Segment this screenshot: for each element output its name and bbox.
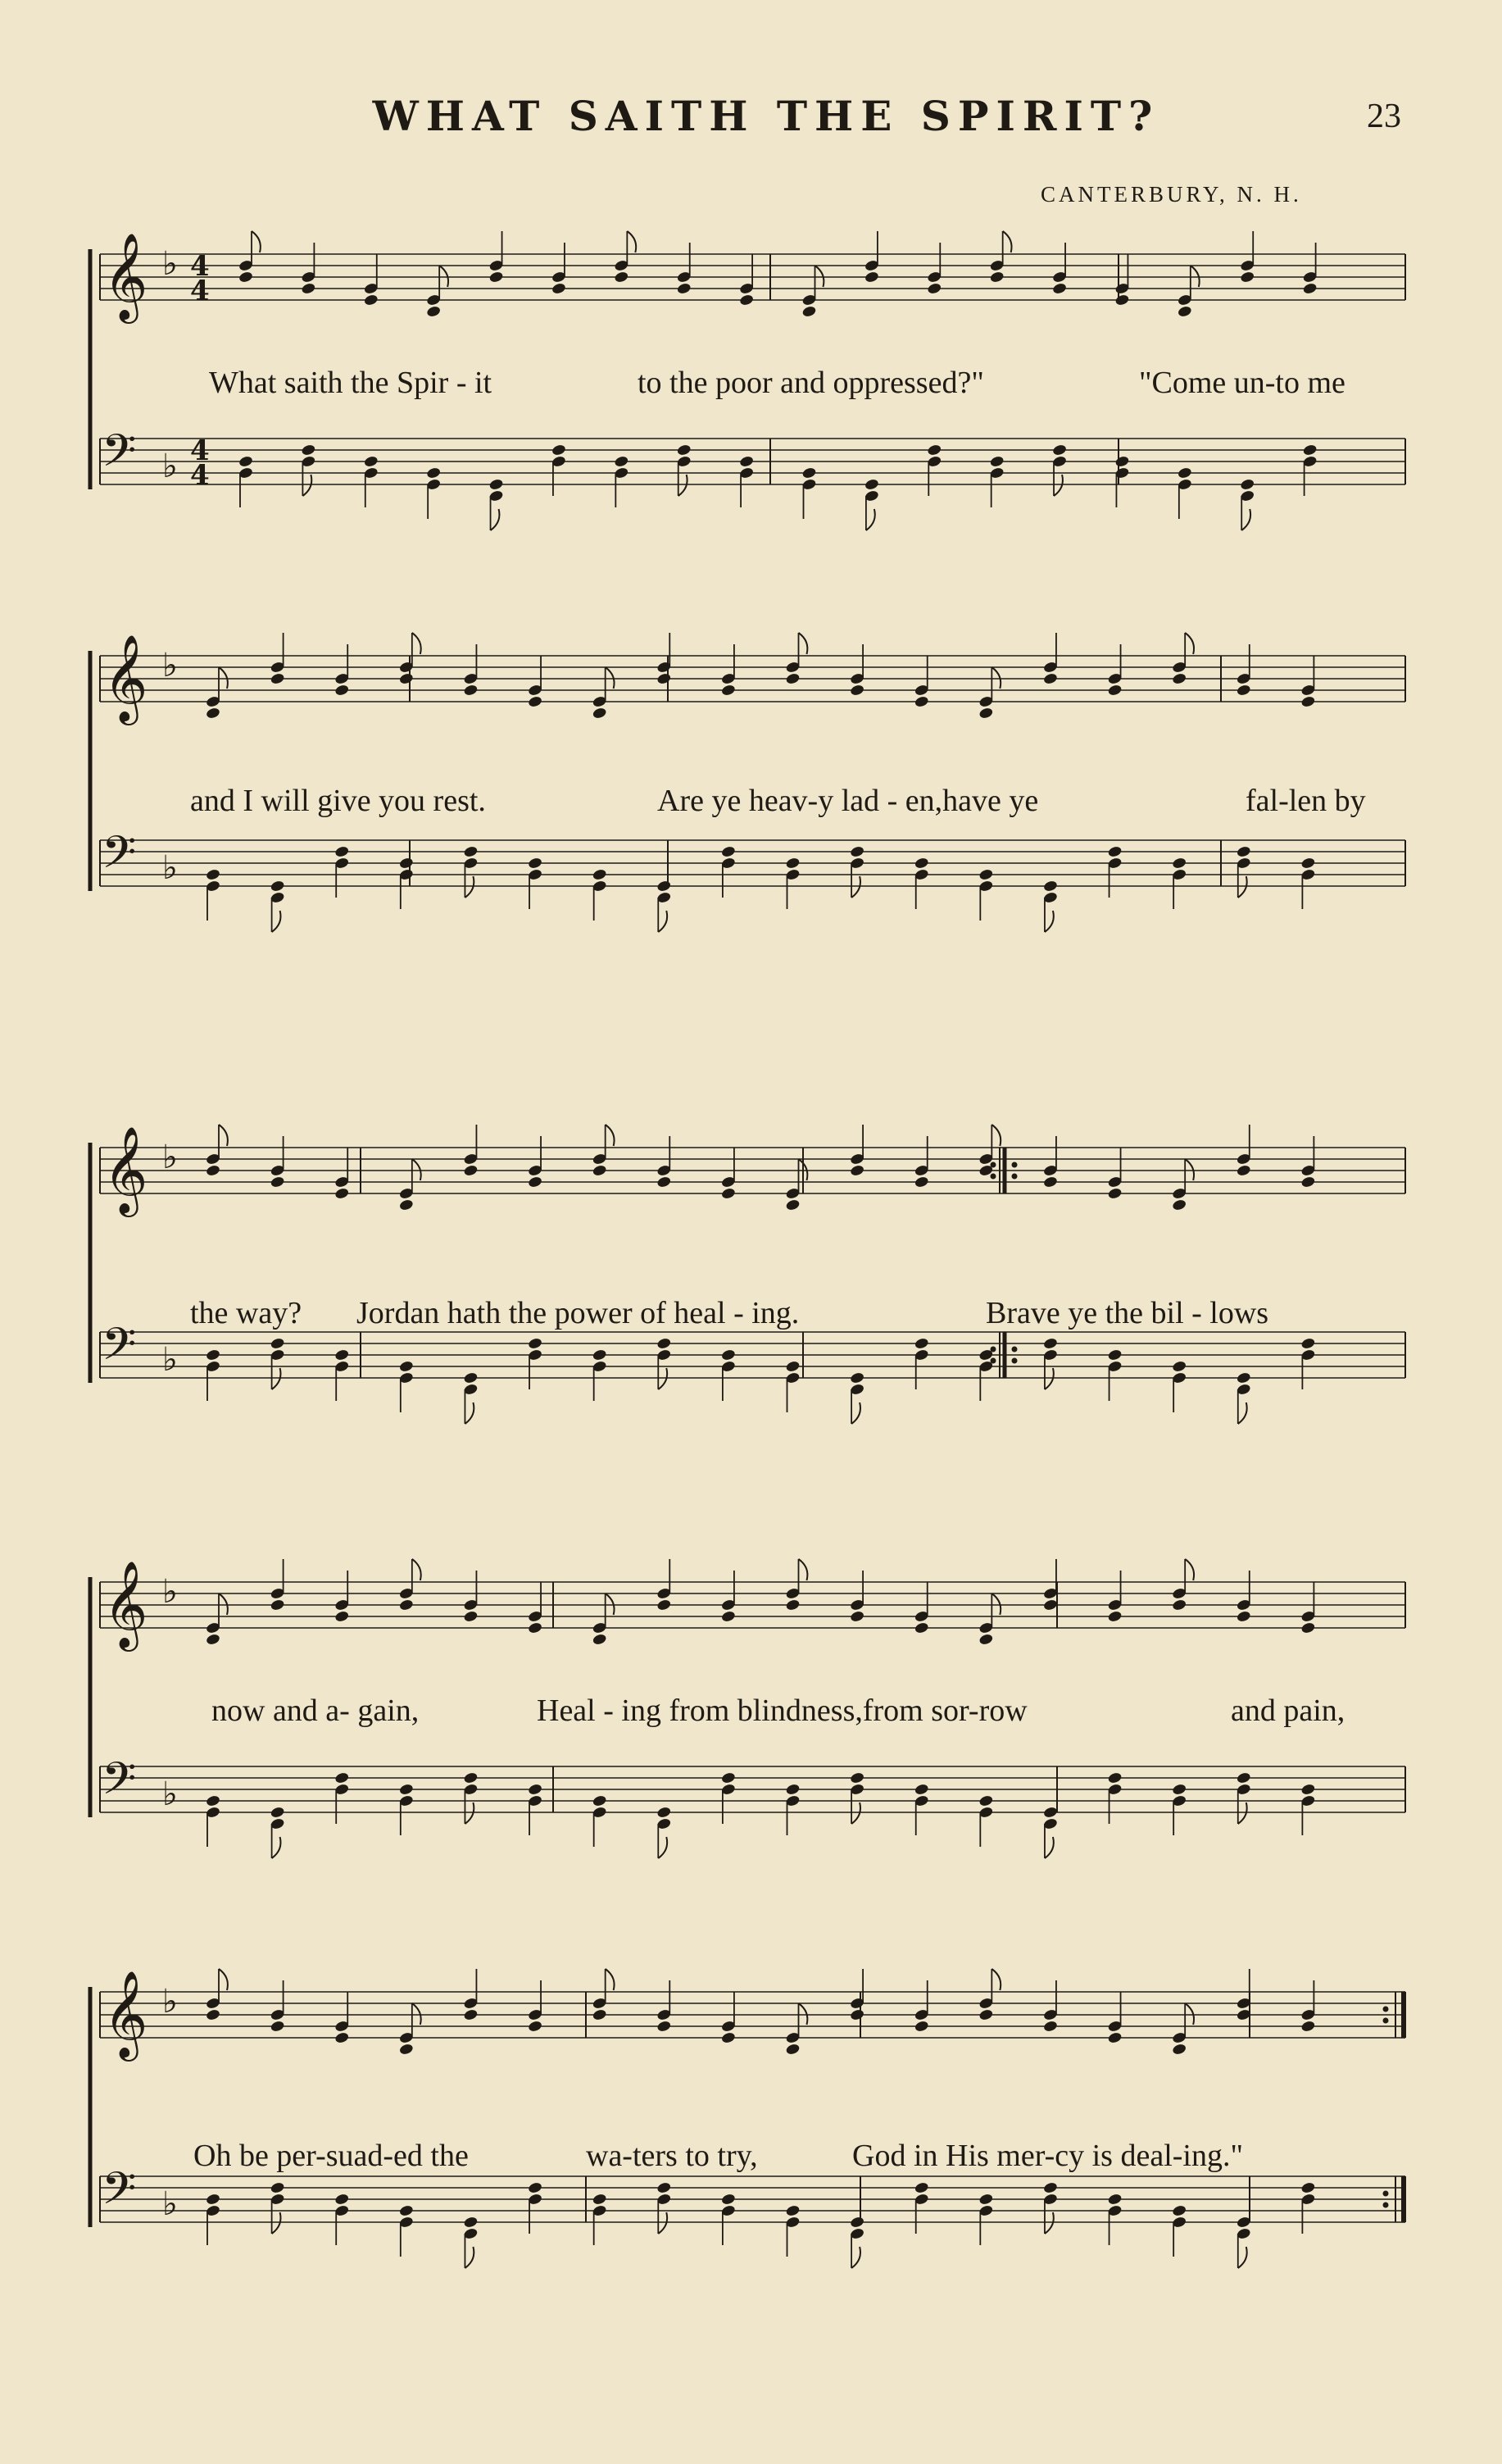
note-flag — [851, 2247, 860, 2268]
note-flag — [606, 1593, 615, 1615]
note-flag — [799, 2003, 808, 2025]
note-flag — [1003, 231, 1012, 252]
note-head — [463, 1610, 479, 1623]
note-head — [463, 2216, 479, 2229]
note-head — [1172, 1198, 1187, 1212]
note-flag — [1238, 876, 1247, 898]
note-flag — [219, 1593, 228, 1615]
note-head — [914, 1337, 929, 1350]
note-head — [656, 1175, 672, 1189]
note-flag — [219, 1125, 228, 1146]
repeat-dot — [991, 1347, 996, 1352]
note-head — [676, 282, 692, 295]
note-head — [398, 1783, 414, 1796]
note-head — [1300, 1175, 1316, 1189]
note-flag — [1185, 1559, 1194, 1580]
repeat-dot — [1383, 2203, 1389, 2208]
note-head — [656, 1806, 672, 1819]
note-head — [656, 2181, 672, 2194]
lyric-phrase: to the poor and oppressed?" — [638, 366, 984, 400]
bass-clef-icon: 𝄢 — [102, 826, 137, 889]
note-head — [656, 2020, 672, 2033]
note-head — [1052, 282, 1068, 295]
note-head — [1302, 443, 1318, 457]
note-head — [1172, 1783, 1187, 1796]
repeat-dot — [991, 1358, 996, 1364]
note-head — [850, 2216, 865, 2229]
repeat-dot — [1012, 1162, 1018, 1168]
note-head — [1300, 1783, 1316, 1796]
note-head — [528, 1621, 543, 1634]
note-head — [927, 443, 942, 457]
note-head — [1043, 1598, 1059, 1612]
treble-clef-icon: 𝄞 — [103, 634, 148, 721]
lyric-phrase: "Come un-to me — [1139, 366, 1345, 400]
flat-key-signature-icon: ♭ — [162, 2185, 178, 2223]
note-head — [914, 1783, 929, 1796]
note-head — [850, 1610, 865, 1623]
note-head — [592, 1794, 607, 1807]
note-head — [785, 2204, 801, 2217]
note-head — [463, 1164, 479, 1177]
note-flag — [606, 1125, 615, 1146]
flat-key-signature-icon: ♭ — [162, 1775, 178, 1813]
note-head — [850, 684, 865, 697]
note-flag — [439, 266, 448, 287]
note-flag — [1241, 509, 1250, 530]
note-head — [398, 1598, 414, 1612]
note-head — [206, 1794, 221, 1807]
note-head — [1043, 2181, 1059, 2194]
note-flag — [851, 876, 860, 898]
lyric-phrase: Jordan hath the power of heal - ing. — [356, 1296, 800, 1330]
note-head — [656, 672, 672, 685]
note-head — [1236, 845, 1251, 858]
note-flag — [1238, 1803, 1247, 1824]
staff-system-1 — [0, 230, 1502, 590]
note-flag — [1191, 266, 1200, 287]
note-head — [1172, 1598, 1187, 1612]
note-head — [1236, 1610, 1251, 1623]
note-head — [592, 868, 607, 881]
note-head — [720, 1348, 736, 1362]
note-head — [334, 1610, 350, 1623]
note-head — [785, 672, 801, 685]
note-head — [592, 1348, 607, 1362]
note-flag — [1185, 1159, 1194, 1180]
note-head — [334, 684, 350, 697]
note-head — [463, 845, 479, 858]
note-head — [720, 684, 736, 697]
note-head — [914, 857, 929, 870]
flat-key-signature-icon: ♭ — [162, 1341, 178, 1379]
note-flag — [465, 876, 474, 898]
note-head — [785, 2043, 801, 2056]
flat-key-signature-icon: ♭ — [162, 1139, 178, 1176]
note-head — [1236, 1371, 1251, 1384]
note-head — [398, 1360, 414, 1373]
note-head — [1302, 282, 1318, 295]
note-flag — [491, 509, 500, 530]
note-head — [270, 1598, 285, 1612]
note-head — [270, 2181, 285, 2194]
note-head — [978, 707, 994, 720]
note-head — [1172, 857, 1187, 870]
note-head — [978, 1794, 994, 1807]
note-flag — [412, 633, 421, 654]
note-head — [1177, 466, 1192, 480]
time-signature-top: 4 — [190, 250, 210, 283]
lyric-phrase: and pain, — [1231, 1693, 1345, 1728]
note-head — [914, 1621, 929, 1634]
note-head — [270, 1806, 285, 1819]
note-head — [463, 1371, 479, 1384]
note-head — [1300, 2181, 1316, 2194]
note-flag — [658, 1368, 667, 1389]
note-head — [463, 684, 479, 697]
note-head — [270, 1337, 285, 1350]
note-flag — [799, 1559, 808, 1580]
note-head — [720, 1771, 736, 1784]
note-head — [528, 1783, 543, 1796]
note-head — [785, 1360, 801, 1373]
note-head — [1177, 305, 1192, 318]
note-head — [398, 672, 414, 685]
note-head — [206, 707, 221, 720]
note-head — [720, 1610, 736, 1623]
note-flag — [1185, 2003, 1194, 2025]
note-head — [1107, 845, 1123, 858]
note-head — [614, 455, 629, 468]
note-head — [398, 857, 414, 870]
bass-clef-icon: 𝄢 — [102, 1318, 137, 1381]
note-flag — [992, 1969, 1001, 1990]
note-head — [850, 2008, 865, 2021]
note-flag — [1185, 633, 1194, 654]
note-head — [989, 455, 1005, 468]
note-flag — [219, 1969, 228, 1990]
note-flag — [851, 1803, 860, 1824]
note-head — [739, 293, 755, 307]
note-flag — [606, 667, 615, 689]
treble-clef-icon: 𝄞 — [103, 1970, 148, 2057]
note-head — [720, 1187, 736, 1200]
note-head — [720, 2193, 736, 2206]
lyric-phrase: Oh be per-suad-ed the — [193, 2139, 469, 2173]
note-head — [785, 1198, 801, 1212]
note-head — [1107, 1187, 1123, 1200]
note-head — [927, 282, 942, 295]
note-head — [1043, 1175, 1059, 1189]
repeat-dot — [991, 1162, 996, 1168]
note-head — [528, 857, 543, 870]
treble-clef-icon: 𝄞 — [103, 232, 148, 320]
flat-key-signature-icon: ♭ — [162, 245, 178, 283]
time-signature-top: 4 — [190, 434, 210, 467]
note-flag — [272, 2212, 281, 2234]
note-head — [363, 455, 379, 468]
note-head — [978, 2193, 994, 2206]
note-head — [398, 2204, 414, 2217]
note-head — [592, 2008, 607, 2021]
note-head — [528, 1175, 543, 1189]
note-head — [426, 305, 442, 318]
note-head — [334, 1771, 350, 1784]
note-flag — [1045, 1837, 1054, 1858]
note-head — [720, 2031, 736, 2044]
note-head — [1107, 1610, 1123, 1623]
note-flag — [412, 1559, 421, 1580]
note-head — [551, 443, 567, 457]
note-head — [528, 1337, 543, 1350]
lyric-phrase: now and a- gain, — [211, 1693, 420, 1728]
note-head — [1300, 2020, 1316, 2033]
note-head — [528, 2181, 543, 2194]
note-head — [614, 270, 629, 284]
note-flag — [658, 911, 667, 932]
lyric-phrase: What saith the Spir - it — [209, 366, 492, 400]
note-head — [914, 2020, 929, 2033]
music-system-2 — [0, 631, 1502, 1016]
note-head — [488, 478, 504, 491]
note-flag — [1045, 911, 1054, 932]
note-flag — [678, 475, 687, 496]
flat-key-signature-icon: ♭ — [162, 1573, 178, 1611]
note-head — [785, 1783, 801, 1796]
note-head — [720, 845, 736, 858]
note-head — [206, 2008, 221, 2021]
note-head — [592, 1633, 607, 1646]
staff-system-2 — [0, 631, 1502, 1016]
note-head — [334, 845, 350, 858]
note-flag — [866, 509, 875, 530]
note-head — [1172, 2204, 1187, 2217]
note-head — [1043, 672, 1059, 685]
note-head — [1107, 2031, 1123, 2044]
note-head — [206, 1164, 221, 1177]
note-head — [1107, 684, 1123, 697]
note-head — [1043, 2020, 1059, 2033]
note-head — [206, 868, 221, 881]
note-head — [1172, 1360, 1187, 1373]
note-flag — [658, 1837, 667, 1858]
note-flag — [658, 2212, 667, 2234]
note-head — [801, 305, 817, 318]
note-flag — [272, 1837, 281, 1858]
note-head — [864, 478, 879, 491]
treble-clef-icon: 𝄞 — [103, 1560, 148, 1648]
note-flag — [627, 231, 636, 252]
note-head — [914, 2181, 929, 2194]
flat-key-signature-icon: ♭ — [162, 647, 178, 684]
note-flag — [1045, 2212, 1054, 2234]
lyric-phrase: the way? — [190, 1296, 302, 1330]
note-head — [363, 293, 379, 307]
note-flag — [1054, 475, 1063, 496]
note-head — [1236, 1164, 1251, 1177]
note-head — [978, 2008, 994, 2021]
time-signature-bottom: 4 — [190, 459, 210, 492]
repeat-dot — [1012, 1347, 1018, 1352]
note-head — [301, 282, 316, 295]
note-head — [656, 1598, 672, 1612]
note-head — [850, 1771, 865, 1784]
note-flag — [465, 1803, 474, 1824]
note-flag — [851, 1402, 860, 1424]
note-flag — [799, 633, 808, 654]
note-head — [785, 857, 801, 870]
note-head — [270, 1175, 285, 1189]
note-head — [1172, 672, 1187, 685]
staff-system-4 — [0, 1557, 1502, 1902]
note-flag — [992, 1593, 1001, 1615]
lyric-phrase: Brave ye the bil - lows — [986, 1296, 1269, 1330]
note-head — [1043, 1806, 1059, 1819]
note-head — [301, 443, 316, 457]
note-head — [592, 707, 607, 720]
flat-key-signature-icon: ♭ — [162, 448, 178, 485]
note-head — [334, 2031, 350, 2044]
note-head — [592, 2193, 607, 2206]
note-flag — [412, 2003, 421, 2025]
note-head — [864, 270, 879, 284]
note-head — [528, 695, 543, 708]
note-flag — [992, 667, 1001, 689]
note-head — [1114, 293, 1130, 307]
note-head — [398, 1198, 414, 1212]
note-head — [334, 2193, 350, 2206]
note-head — [1114, 455, 1130, 468]
note-flag — [815, 266, 824, 287]
repeat-dot — [991, 1174, 996, 1180]
note-head — [528, 2020, 543, 2033]
note-head — [398, 2043, 414, 2056]
note-flag — [606, 1969, 615, 1990]
note-head — [463, 1771, 479, 1784]
note-head — [206, 2193, 221, 2206]
repeat-dot — [1383, 2018, 1389, 2024]
note-head — [1107, 2193, 1123, 2206]
note-head — [270, 880, 285, 893]
note-flag — [252, 231, 261, 252]
note-head — [914, 695, 929, 708]
repeat-dot — [1012, 1174, 1018, 1180]
bass-clef-icon: 𝄢 — [102, 425, 137, 488]
note-head — [801, 466, 817, 480]
note-head — [1107, 1348, 1123, 1362]
note-head — [488, 270, 504, 284]
note-head — [850, 1371, 865, 1384]
note-head — [914, 1175, 929, 1189]
lyric-phrase: Heal - ing from blindness,from sor-row — [537, 1693, 1028, 1728]
repeat-dot — [1012, 1358, 1018, 1364]
composer-credit: CANTERBURY, N. H. — [1041, 182, 1302, 207]
note-head — [978, 1633, 994, 1646]
note-flag — [1238, 2247, 1247, 2268]
note-head — [1107, 1771, 1123, 1784]
note-head — [989, 270, 1005, 284]
note-head — [206, 1348, 221, 1362]
note-head — [206, 1633, 221, 1646]
music-system-4 — [0, 1557, 1502, 1902]
note-head — [785, 1598, 801, 1612]
note-head — [1300, 1337, 1316, 1350]
note-head — [1236, 1771, 1251, 1784]
bass-clef-icon: 𝄢 — [102, 2162, 137, 2225]
note-flag — [992, 1125, 1001, 1146]
music-system-3 — [0, 1123, 1502, 1516]
note-head — [270, 672, 285, 685]
lyric-phrase: God in His mer-cy is deal-ing." — [852, 2139, 1243, 2173]
note-flag — [465, 2247, 474, 2268]
note-head — [1052, 443, 1068, 457]
note-head — [1300, 857, 1316, 870]
lyric-phrase: and I will give you rest. — [190, 784, 486, 818]
note-flag — [302, 475, 311, 496]
note-head — [656, 1337, 672, 1350]
note-flag — [272, 1368, 281, 1389]
bass-clef-icon: 𝄢 — [102, 1753, 137, 1816]
note-head — [238, 270, 254, 284]
flat-key-signature-icon: ♭ — [162, 849, 178, 887]
note-head — [676, 443, 692, 457]
flat-key-signature-icon: ♭ — [162, 1983, 178, 2021]
note-flag — [412, 1159, 421, 1180]
note-head — [463, 2008, 479, 2021]
treble-clef-icon: 𝄞 — [103, 1125, 148, 1213]
note-head — [592, 1164, 607, 1177]
note-head — [238, 455, 254, 468]
note-head — [334, 1187, 350, 1200]
note-head — [270, 2020, 285, 2033]
note-flag — [1045, 1368, 1054, 1389]
page-number: 23 — [1367, 98, 1401, 135]
note-head — [1236, 684, 1251, 697]
note-head — [426, 466, 442, 480]
hymn-title: WHAT SAITH THE SPIRIT? — [372, 92, 1160, 140]
note-head — [334, 1348, 350, 1362]
note-head — [1300, 1621, 1316, 1634]
note-head — [656, 880, 672, 893]
lyric-phrase: wa-ters to try, — [586, 2139, 758, 2173]
note-flag — [1238, 1402, 1247, 1424]
lyric-phrase: fal-len by — [1246, 784, 1366, 818]
note-flag — [465, 1402, 474, 1424]
note-head — [739, 455, 755, 468]
note-flag — [272, 911, 281, 932]
note-head — [850, 1164, 865, 1177]
time-signature-bottom: 4 — [190, 275, 210, 307]
note-head — [551, 282, 567, 295]
note-head — [978, 868, 994, 881]
note-head — [1300, 695, 1316, 708]
note-flag — [219, 667, 228, 689]
repeat-dot — [1383, 2007, 1389, 2012]
lyric-phrase: Are ye heav-y lad - en,have ye — [657, 784, 1039, 818]
music-system-1 — [0, 230, 1502, 590]
note-head — [1240, 478, 1255, 491]
note-head — [850, 845, 865, 858]
note-head — [1172, 2043, 1187, 2056]
note-head — [1240, 270, 1255, 284]
note-head — [1043, 1337, 1059, 1350]
music-system-5 — [0, 1967, 1502, 2344]
repeat-dot — [1383, 2191, 1389, 2197]
note-head — [1043, 880, 1059, 893]
